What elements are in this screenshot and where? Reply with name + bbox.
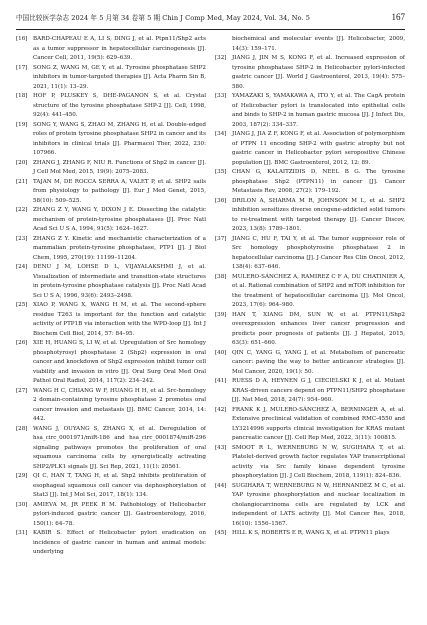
reference-number: [42] — [215, 406, 227, 413]
page-number: 167 — [391, 12, 405, 22]
reference-entry — [215, 482, 405, 530]
reference-number: [20] — [16, 159, 28, 166]
reference-text: WANG J, OUYANG S, ZHANG X, et al. Deregulation of hsa_circ_0001971/miR-186 and hsa_circ_0001874/miR-296 signaling pathways promotes the proliferation of oral squamous carcinoma cells by synergistically activating SHP2/PLK1 signals [J]. Sci Rep, 2021, 11(1): 20561. — [33, 425, 206, 470]
reference-text: XIE H, HUANG S, LI W, et al. Upregulation of Src homology phosphotyrosyl phosphatase 2 (Shp2) expression in oral cancer and knockdown of Shp2 expression inhibit tumor cell viability and invasion in vitro [J]. Oral Surg Oral Med Oral Pathol Oral Radiol, 2014, 117(2): 234–242. — [33, 340, 206, 384]
reference-number: [19] — [16, 121, 28, 128]
reference-number: [44] — [215, 482, 227, 489]
reference-number: [43] — [215, 444, 227, 451]
reference-entry — [16, 301, 206, 339]
reference-text: YAMAZAKI S, YAMAKAWA A, ITO Y, et al. The CagA protein of Helicobacter pylori is translocated into epithelial cells and binds to SHP-2 in human gastric mucosa [J]. J Infect Dis, 2003, 187(2): 334–337. — [232, 93, 405, 128]
reference-entry — [16, 472, 206, 501]
journal-title: 中国比较医学杂志 2024 年 5 月第 34 卷第 5 期 Chin J Comp Med, May 2024, Vol. 34, No. 5 — [16, 14, 310, 22]
reference-number: [36] — [215, 197, 227, 204]
reference-entry — [16, 159, 206, 178]
reference-text: MULERO-SÁNCHEZ A, RAMIREZ C F A, DU CHATINIER A, et al. Rational combination of SHP2 and mTOR inhibition for the treatment of hepatocellular carcinoma [J]. Mol Oncol, 2023, 17(6): 964–980. — [232, 273, 405, 308]
reference-number: [31] — [16, 530, 28, 536]
reference-entry — [16, 501, 206, 530]
reference-text: JIANG J, JIA Z F, KONG F, et al. Association of polymorphism of PTPN 11 encoding SHP-2 with gastric atrophy but not gastric cancer in Helicobacter pylori seropositive Chinese population [J]. BMC Gastroenterol, 2012, 12: 89. — [232, 131, 405, 166]
reference-text: XIAO P, WANG X, WANG H M, et al. The second-sphere residue T263 is important for the function and catalytic activity of PTP1B via interaction with the WPD-loop [J]. Int J Biochem Cell Biol, 2014, 57: 84–95. — [33, 302, 206, 337]
reference-text: ZHANG Z Y, WANG Y, DIXON J E. Dissecting the catalytic mechanism of protein-tyrosine phosphatases [J]. Proc Natl Acad Sci U S A, 1994, 91(5): 1624–1627. — [33, 207, 206, 232]
reference-number: [28] — [16, 425, 28, 432]
reference-text: FRANK K J, MULERO-SÁNCHEZ A, BERNINGER A, et al. Extensive preclinical validation of combined RMC-4550 and LY3214996 supports clinical investigation for KRAS mutant pancreatic cancer [J]. Cell Rep Med, 2022, 3(11): 100815. — [232, 406, 405, 441]
reference-number: [45] — [215, 530, 227, 536]
reference-text: WANG H C, CHIANG W F, HUANG H H, et al. Src-homology 2 domain-containing tyrosine phosphatase 2 promotes oral cancer invasion and metastasis [J]. BMC Cancer, 2014, 14: 442. — [33, 387, 206, 422]
reference-number: [33] — [215, 93, 227, 99]
reference-text: KABIR S. Effect of Helicobacter pylori eradication on incidence of gastric cancer in human and animal models: underlying — [33, 530, 206, 555]
reference-entry — [16, 387, 206, 425]
reference-number: [18] — [16, 93, 28, 99]
reference-text: SMOOT R L, WERNEBURG N W, SUGIHARA T, et al. Platelet-derived growth factor regulates YAP transcriptional activity via Src family kinase dependent tyrosine phosphorylation [J]. J Cell Biochem, 2018, 119(1): 824–836. — [232, 444, 405, 479]
reference-number: [21] — [16, 178, 28, 185]
reference-text: JIANG C, HU F, TAI Y, et al. The tumor suppressor role of Src homology phosphotyrosine phosphatase 2 in hepatocellular carcinoma [J]. J Cancer Res Clin Oncol, 2012, 138(4): 637–646. — [232, 235, 405, 270]
page-header — [16, 12, 405, 30]
reference-entry — [16, 339, 206, 387]
reference-text: biochemical and molecular events [J]. Helicobacter, 2009, 14(3): 159–171. — [232, 36, 405, 52]
reference-entry — [215, 92, 405, 130]
reference-text: DRILON A, SHARMA M R, JOHNSON M L, et al. SHP2 inhibition sensitizes diverse oncogene-addicted solid tumors to re-treatment with targeted therapy [J]. Cancer Discov, 2023, 13(8): 1789–1801. — [232, 197, 405, 232]
reference-text: HILL K S, ROBERTS E R, WANG X, et al. PTPN11 plays — [232, 530, 390, 536]
reference-entry — [215, 311, 405, 349]
reference-text: AMIEVA M, JR PEEK R M. Pathobiology of Helicobacter pylori-induced gastric cancer [J]. Gastroenterology, 2016, 150(1): 64–78. — [33, 501, 206, 527]
reference-entry — [16, 35, 206, 64]
reference-text: SONG Z, WANG M, GE Y, et al. Tyrosine phosphatase SHP2 inhibitors in tumor-targeted therapies [J]. Acta Pharm Sin B, 2021, 11(1): 13–29. — [33, 64, 206, 90]
reference-text: ZHANG J, ZHANG F, NIU R. Functions of Shp2 in cancer [J]. J Cell Mol Med, 2015, 19(9): 2075–2083. — [33, 159, 206, 175]
reference-number — [215, 35, 232, 54]
reference-entry — [16, 206, 206, 235]
reference-number: [40] — [215, 349, 227, 356]
reference-entry — [16, 529, 206, 558]
reference-entry — [215, 235, 405, 273]
left-column — [16, 35, 206, 621]
reference-text: JIANG J, JIN M S, KONG F, et al. Increased expression of tyrosine phosphatase SHP-2 in Helicobacter pylori-infected gastric cancer [J]. World J Gastroenterol, 2013, 19(4): 575–580. — [232, 55, 405, 90]
reference-number: [38] — [215, 273, 227, 280]
reference-entry — [16, 178, 206, 207]
reference-text: QI C, HAN T, TANG H, et al. Shp2 inhibits proliferation of esophageal squamous cell cancer via dephosphorylation of Stat3 [J]. Int J Mol Sci, 2017, 18(1): 134. — [33, 473, 206, 498]
references-body — [16, 35, 405, 621]
reference-entry — [16, 235, 206, 264]
reference-number: [41] — [215, 378, 227, 384]
reference-text: HOF P, PLUSKEY S, DHE-PAGANON S, et al. Crystal structure of the tyrosine phosphatase SHP-2 [J]. Cell, 1998, 92(4): 441–450. — [33, 93, 206, 118]
reference-number: [29] — [16, 473, 28, 479]
reference-entry — [16, 121, 206, 159]
reference-text: RUESS D A, HEYNEN G J, CIECIELSKI K J, et al. Mutant KRAS-driven cancers depend on PTPN11/SHP2 phosphatase [J]. Nat Med, 2018, 24(7): 954–960. — [232, 378, 405, 403]
reference-text: SONG Y, WANG S, ZHAO M, ZHANG H, et al. Double-edged roles of protein tyrosine phosphatase SHP2 in cancer and its inhibitors in clinical trials [J]. Pharmacol Ther, 2022, 230: 107966. — [33, 121, 206, 156]
reference-entry — [215, 35, 405, 54]
reference-number: [30] — [16, 501, 28, 508]
reference-number: [23] — [16, 235, 28, 242]
reference-number: [27] — [16, 387, 28, 394]
reference-text: HAN T, XIANG DM, SUN W, et al. PTPN11/Shp2 overexpression enhances liver cancer progression and predicts poor prognosis of patients [J]. J Hepatol, 2015, 63(3): 651–660. — [232, 311, 405, 346]
reference-number: [25] — [16, 302, 28, 308]
reference-entry — [215, 168, 405, 197]
right-column — [215, 35, 405, 621]
reference-text: TAJAN M, DE ROCCA SERRA A, VALET P, et al. SHP2 sails from physiology to pathology [J]. Eur J Med Genet, 2015, 58(10): 509–525. — [33, 178, 206, 204]
reference-text: CHAN G, KALAITZIDIS D, NEEL B G. The tyrosine phosphatase Shp2 (PTPN11) in cancer [J]. Cancer Metastasis Rev, 2008, 27(2): 179–192. — [232, 169, 405, 194]
reference-number: [24] — [16, 264, 28, 270]
reference-entry — [215, 54, 405, 92]
reference-number: [17] — [16, 64, 28, 71]
reference-text: DENU J M, LOHSE D L, VIJAYALAKSHMI J, et al. Visualization of intermediate and transition-state structures in protein-tyrosine phosphatase catalysis [J]. Proc Natl Acad Sci U S A, 1996, 93(6): 2493–2498. — [33, 264, 206, 299]
reference-number: [16] — [16, 36, 28, 42]
reference-text: ZHANG Z Y. Kinetic and mechanistic characterization of a mammalian protein-tyrosine phosphatase, PTP1 [J]. J Biol Chem, 1995, 270(19): 11199–11204. — [33, 235, 206, 261]
reference-text: BARD-CHAPEAU E A, LI S, DING J, et al. Ptpn11/Shp2 acts as a tumor suppressor in hepatocellular carcinogenesis [J]. Cancer Cell, 2011, 19(5): 629–639. — [33, 36, 206, 61]
reference-number: [22] — [16, 207, 28, 213]
reference-entry — [215, 273, 405, 311]
reference-number: [32] — [215, 55, 227, 61]
reference-entry — [215, 406, 405, 444]
reference-entry — [16, 263, 206, 301]
reference-entry — [16, 92, 206, 121]
reference-number: [37] — [215, 235, 227, 242]
reference-number: [35] — [215, 169, 227, 175]
reference-entry — [215, 349, 405, 378]
reference-number: [34] — [215, 131, 227, 137]
reference-text: QIN C, YANG G, YANG J, et al. Metabolism of pancreatic cancer: paving the way to better anticancer strategies [J]. Mol Cancer, 2020, 19(1): 50. — [232, 349, 405, 375]
reference-text: SUGIHARA T, WERNEBURG N W, HERNANDEZ M C, et al. YAP tyrosine phosphorylation and nuclear localization in cholangiocarcinoma cells are regulated by LCK and independent of LATS activity [J]. Mol Cancer Res, 2018, 16(10): 1556–1567. — [232, 482, 405, 527]
reference-number: [26] — [16, 340, 28, 346]
reference-entry — [215, 130, 405, 168]
reference-entry — [16, 64, 206, 93]
reference-entry — [215, 197, 405, 235]
reference-number: [39] — [215, 311, 227, 318]
reference-entry — [215, 377, 405, 406]
reference-entry — [16, 425, 206, 473]
reference-entry — [215, 444, 405, 482]
reference-entry — [215, 529, 405, 539]
